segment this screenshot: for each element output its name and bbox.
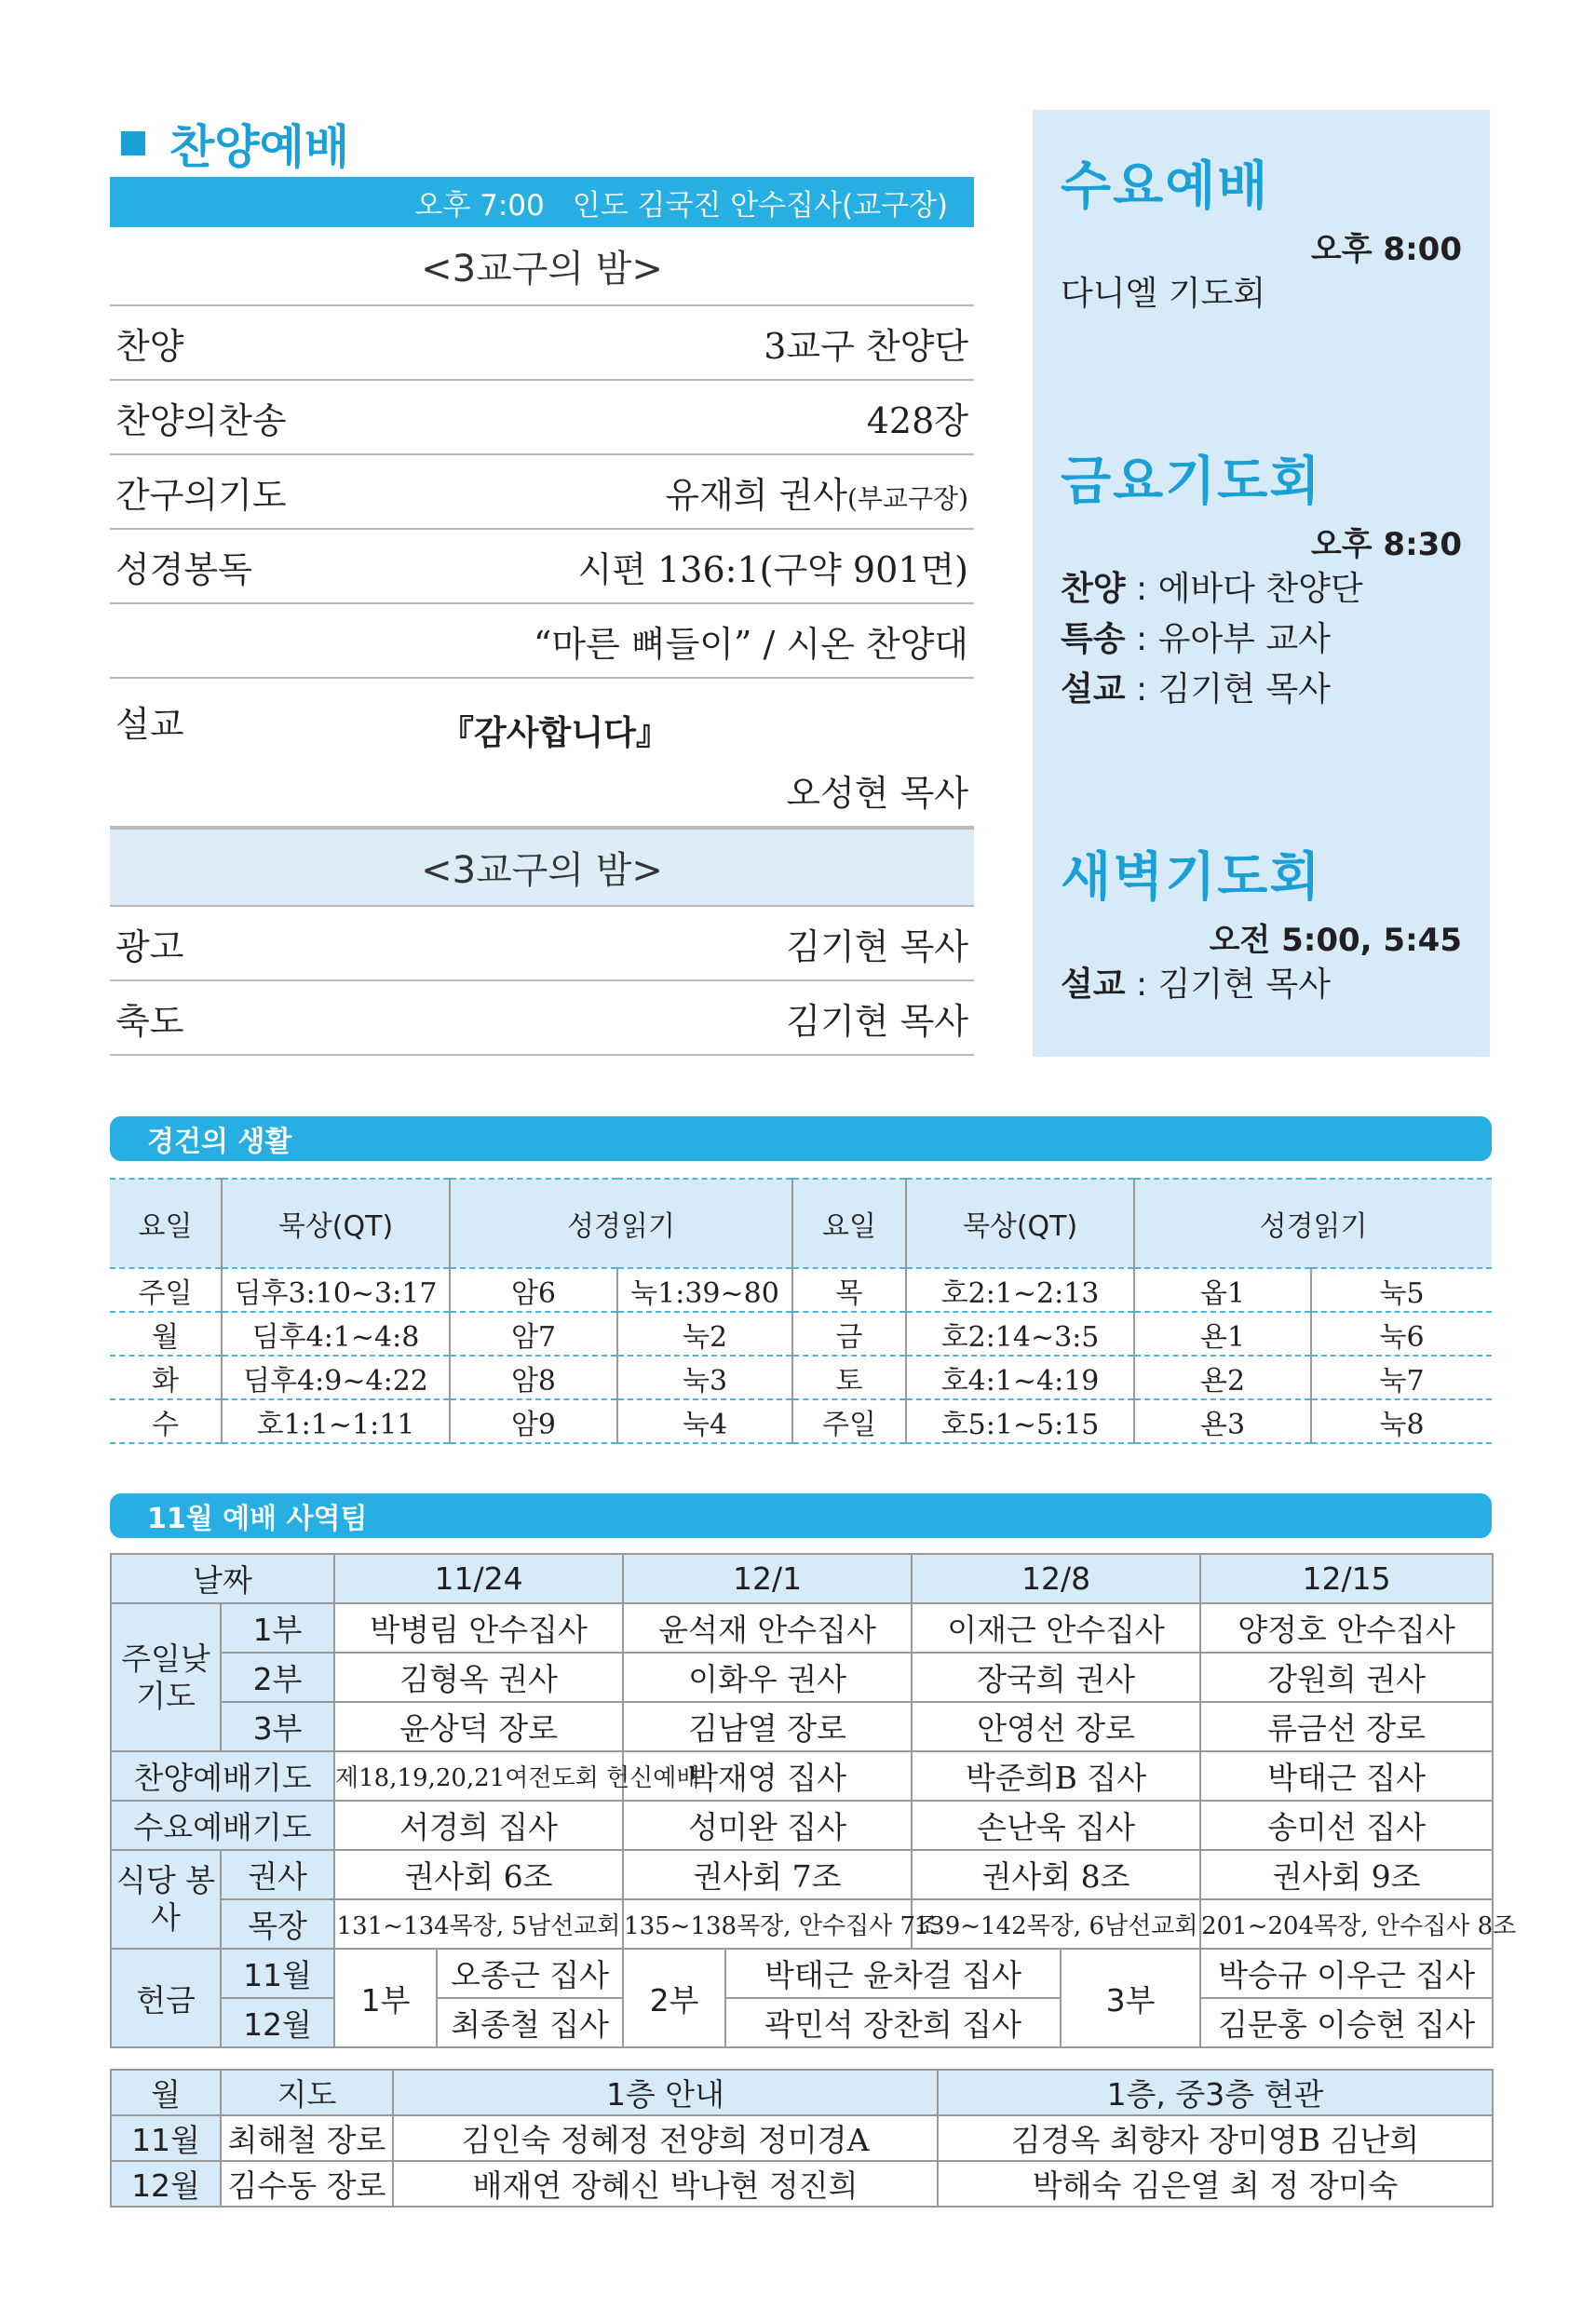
table-row: 식당 봉사 권사 권사회 6조 권사회 7조 권사회 8조 권사회 9조	[111, 1850, 1493, 1899]
wednesday-line: 다니엘 기도회	[1061, 275, 1266, 313]
table-row: 12월 최종철 집사 곽민석 장찬희 집사 김문홍 이승현 집사	[111, 1998, 1493, 2047]
program-row: 광고 김기현 목사	[110, 907, 974, 981]
sermon-row: 설교 『감사합니다』 오성현 목사	[110, 679, 974, 828]
table-row: 월 딤후4:1~4:8 암7 눅2 금 호2:14~3:5 욘1 눅6	[110, 1312, 1492, 1356]
worship-subtitle-2: <3교구의 밤>	[110, 828, 974, 907]
worship-time: 오후 7:00	[414, 188, 545, 223]
worship-time-bar	[110, 177, 974, 227]
friday-time: 오후 8:30	[1310, 526, 1462, 563]
table-row: 12월 김수동 장로 배재연 장혜신 박나현 정진희 박해숙 김은열 최 정 장미숙	[111, 2161, 1493, 2207]
program-row: 찬양의찬송 428장	[110, 381, 974, 455]
usher-header-row: 월 지도 1층 안내 1층, 중3층 현관	[111, 2070, 1493, 2115]
service-team-table	[110, 1553, 1517, 2048]
friday-line: 설교 : 김기현 목사	[1061, 670, 1331, 709]
table-row: 주일 딤후3:10~3:17 암6 눅1:39~80 목 호2:1~2:13 옵1 눅5	[110, 1268, 1492, 1312]
devotion-header-row: 요일 묵상(QT) 성경읽기 요일 묵상(QT) 성경읽기	[110, 1179, 1492, 1268]
table-row: 수요예배기도 서경희 집사 성미완 집사 손난욱 집사 송미선 집사	[111, 1801, 1493, 1850]
sermon-title: 『감사합니다』	[440, 714, 670, 752]
friday-line: 찬양 : 에바다 찬양단	[1061, 570, 1363, 608]
dawn-time: 오전 5:00, 5:45	[1209, 922, 1462, 959]
table-row: 목장 131~134목장, 5남선교회 135~138목장, 안수집사 7조 139~142목장, 6남선교회 201~204목장, 안수집사 8조	[111, 1899, 1493, 1949]
sermon-preacher: 오성현 목사	[786, 773, 968, 814]
table-row: 찬양예배기도 제18,19,20,21여전도회 헌신예배 박재영 집사 박준희B 집사 박태근 집사	[111, 1751, 1493, 1801]
dawn-line: 설교 : 김기현 목사	[1061, 965, 1331, 1004]
table-row: 화 딤후4:9~4:22 암8 눅3 토 호4:1~4:19 욘2 눅7	[110, 1356, 1492, 1399]
evening-worship-title: 찬양예배	[110, 110, 974, 177]
friday-title: 금요기도회	[1061, 452, 1322, 512]
friday-line: 특송 : 유아부 교사	[1061, 620, 1331, 658]
table-row: 주일낮 기도 1부 박병림 안수집사 윤석재 안수집사 이재근 안수집사 양정호 안수집사	[111, 1603, 1493, 1653]
usher-table	[110, 2069, 1494, 2208]
special-song-row: “마른 뼈들이” / 시온 찬양대	[110, 604, 974, 679]
worship-subtitle: <3교구의 밤>	[110, 227, 974, 306]
program-row: 간구의기도 유재희 권사(부교구장)	[110, 455, 974, 530]
wednesday-title: 수요예배	[1061, 156, 1270, 217]
table-row: 2부 김형옥 권사 이화우 권사 장국희 권사 강원희 권사	[111, 1653, 1493, 1702]
service-date-row: 날짜 11/24 12/1 12/8 12/15	[111, 1554, 1493, 1603]
wednesday-time: 오후 8:00	[1310, 231, 1462, 268]
table-row: 헌금 11월 1부 오종근 집사 2부 박태근 윤차걸 집사 3부 박승규 이우근 집사	[111, 1949, 1493, 1998]
worship-leader: 인도 김국진 안수집사(교구장)	[572, 188, 948, 223]
table-row: 3부 윤상덕 장로 김남열 장로 안영선 장로 류금선 장로	[111, 1702, 1493, 1751]
table-row: 수 호1:1~1:11 암9 눅4 주일 호5:1~5:15 욘3 눅8	[110, 1399, 1492, 1443]
devotion-table	[110, 1178, 1492, 1444]
program-row: 찬양 3교구 찬양단	[110, 306, 974, 381]
program-row: 축도 김기현 목사	[110, 981, 974, 1056]
square-bullet-icon	[121, 131, 145, 155]
side-panel	[1033, 110, 1490, 1057]
dawn-title: 새벽기도회	[1061, 847, 1322, 908]
evening-worship-section	[110, 110, 974, 1056]
service-team-band: 11월 예배 사역팀	[110, 1493, 1492, 1538]
program-row: 성경봉독 시편 136:1(구약 901면)	[110, 530, 974, 604]
devotion-band: 경건의 생활	[110, 1116, 1492, 1161]
table-row: 11월 최해철 장로 김인숙 정혜정 전양희 정미경A 김경옥 최향자 장미영B 김난희	[111, 2115, 1493, 2161]
